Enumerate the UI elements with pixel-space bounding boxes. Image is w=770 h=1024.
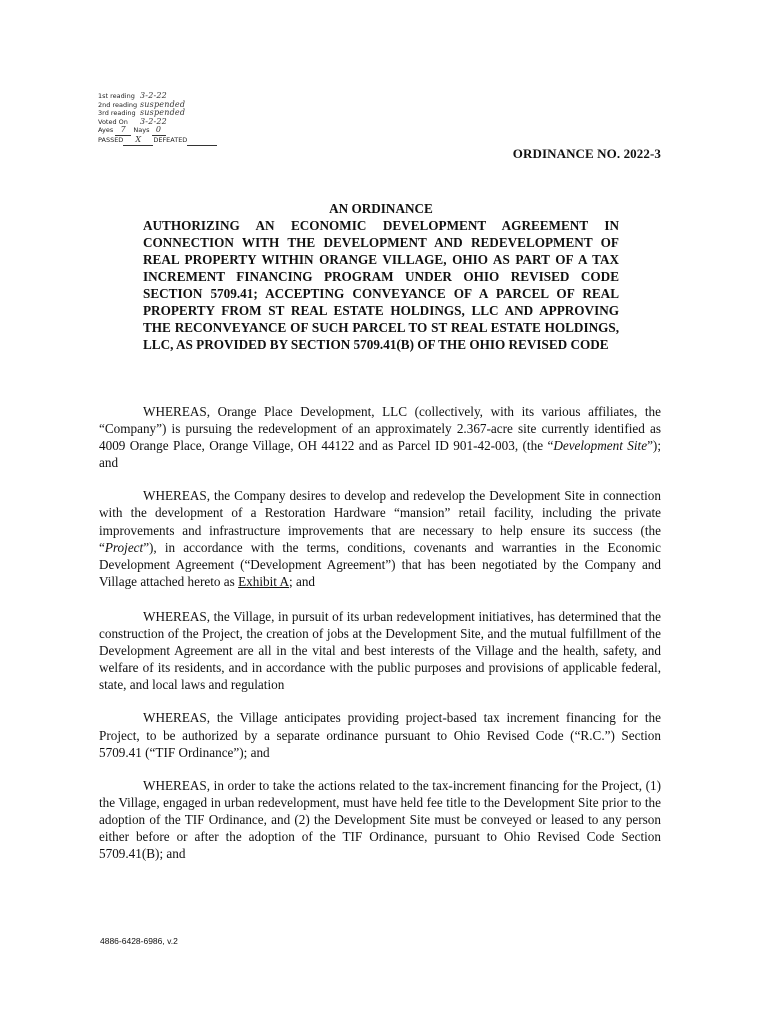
ordinance-title [143,200,619,353]
recital-paragraph-4: WHEREAS, the Village anticipates providing project-based tax increment financing for the Project, to be authorized by a separate ordinance pursuant to Ohio Revised Code (“R.C.”) Section 5709.41 (“TIF Ordinance”); and [99,710,661,760]
title-heading: AN ORDINANCE [329,201,433,216]
ayes-label: Ayes [98,126,114,135]
passed-label: PASSED [98,135,124,144]
footer-document-id: 4886-6428-6986, v.2 [100,936,178,946]
voted-on-label: Voted On [98,117,128,126]
exhibit-a-reference: Exhibit A [238,573,289,589]
defeated-blank [187,136,217,146]
ayes-value: 7 [115,126,131,136]
recital-paragraph-1 [99,403,661,471]
ordinance-number: ORDINANCE NO. 2022-3 [512,146,661,161]
nays-label: Nays [133,126,150,135]
recital-1-tail: ”); and [99,438,661,471]
result-row [98,136,248,146]
recital-2-defined-term: Project [104,539,144,555]
second-reading-value: suspended [140,99,186,109]
vote-count-row [98,126,248,136]
recital-1-defined-term: Development Site [553,438,648,454]
first-reading-label: 1st reading [98,92,135,100]
recital-paragraph-3: WHEREAS, the Village, in pursuit of its urban redevelopment initiatives, has determined that the construction of the Project, the creation of jobs at the Development Site, and the mutual fulfillment of the Development Agreement are all in the vital and best interests of the Village and the health, safety, and welfare of its residents, and in accordance with the public purposes and provisions of applicable federal, state, and local laws and regulation [99,608,661,693]
second-reading-label: 2nd reading [98,100,138,109]
third-reading-value: suspended [140,108,186,118]
nays-value: 0 [152,126,166,136]
recital-2-tail: ; and [289,573,316,589]
recital-paragraph-2 [99,487,661,590]
third-reading-label: 3rd reading [98,109,136,118]
reading-record-stamp [98,92,248,146]
recital-1-text: WHEREAS, Orange Place Development, LLC (collectively, with its various affiliates, the “Company”) is pursuing the redevelopment of an approximately 2.367-acre site currently identified as 4009 Orange Place, Orange Village, OH 44122 and as Parcel ID 901-42-003, (the “ [99,404,661,454]
first-reading-value: 3-2-22 [140,91,167,100]
third-reading-row [98,109,248,118]
title-text: AUTHORIZING AN ECONOMIC DEVELOPMENT AGREEMENT IN CONNECTION WITH THE DEVELOPMENT AND REDEVELOPMENT OF REAL PROPERTY WITHIN ORANGE VILLAGE, OHIO AS PART OF A TAX INCREMENT FINANCING PROGRAM UNDER OHIO REVISED CODE SECTION 5709.41; ACCEPTING CONVEYANCE OF A PARCEL OF REAL PROPERTY FROM ST REAL ESTATE HOLDINGS, LLC AND APPROVING THE RECONVEYANCE OF SUCH PARCEL TO ST REAL ESTATE HOLDINGS, LLC, AS PROVIDED BY SECTION 5709.41(B) OF THE OHIO REVISED CODE [143,218,619,352]
recitals [99,403,661,878]
defeated-label: DEFEATED [153,135,188,144]
passed-mark: X [123,136,153,146]
voted-on-value: 3-2-22 [140,116,167,126]
recital-paragraph-5: WHEREAS, in order to take the actions related to the tax-increment financing for the Project, (1) the Village, engaged in urban redevelopment, must have held fee title to the Development Site prior to the adoption of the TIF Ordinance, and (2) the Development Site must be conveyed or leased to any person either before or after the adoption of the TIF Ordinance, pursuant to Ohio Revised Code Section 5709.41(B); and [99,777,661,862]
recital-2-text: WHEREAS, the Company desires to develop and redevelop the Development Site in connection with the development of a Restoration Hardware “mansion” retail facility, including the private improvements and infrastructure improvements that are necessary to help ensure its success (the “ [99,488,661,555]
recital-2-middle: ”), in accordance with the terms, conditions, covenants and warranties in the Economic Development Agreement (“Development Agreement”) that has been negotiated by the Company and Village attached hereto as [99,539,661,589]
